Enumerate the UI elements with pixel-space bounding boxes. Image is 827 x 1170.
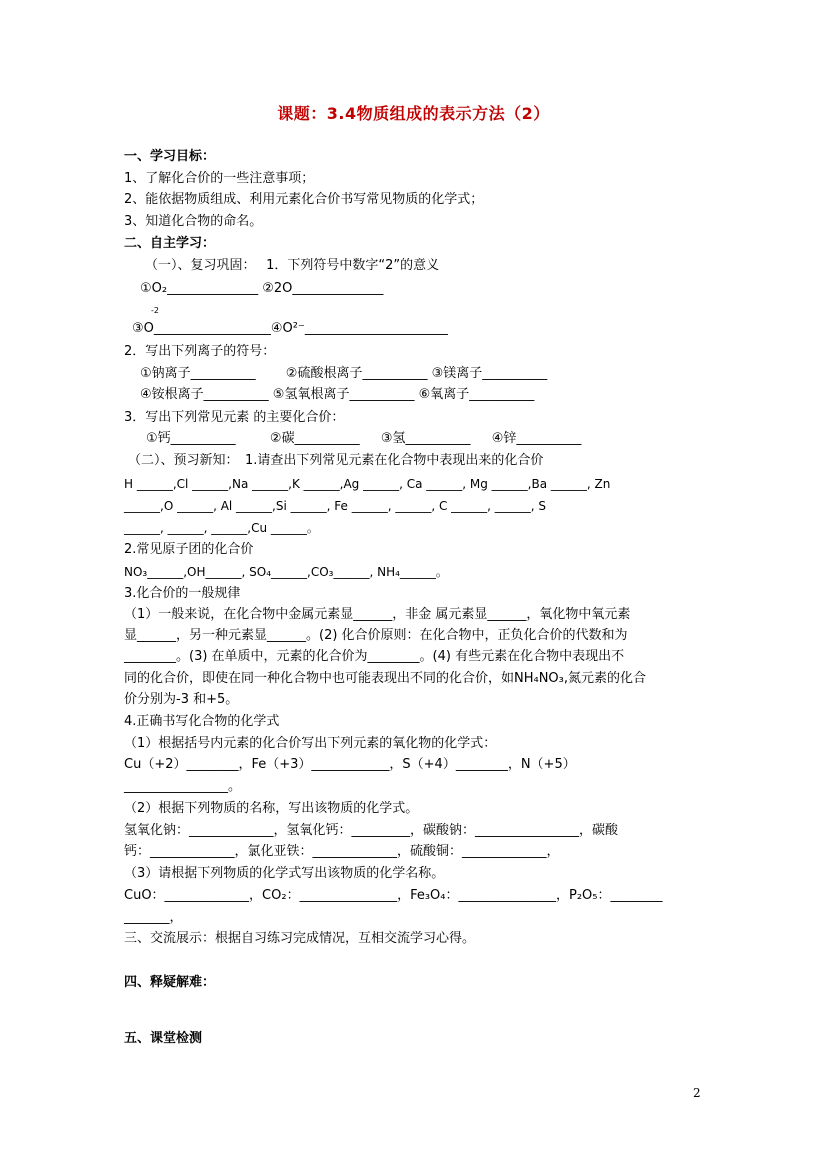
rules-line-4: 同的化合价，即使在同一种化合物中也可能表现出不同的化合价，如NH₄NO₃,氮元素的化合 xyxy=(124,671,647,686)
valence-question: 3．写出下列常见元素 的主要化合价： xyxy=(124,410,345,425)
name-to-formula-line-2: 钙：_____________，氯化亚铁：_____________，硫酸铜：_____________， xyxy=(124,844,560,859)
section-heading-goals: 一、学习目标： xyxy=(124,149,216,164)
goal-line-1: 1、了解化合价的一些注意事项； xyxy=(124,171,315,186)
radical-heading: 2.常见原子团的化合价 xyxy=(124,542,254,557)
review-intro: （一）、复习巩固： 1．下列符号中数字“2”的意义 xyxy=(145,258,440,273)
ion-question: 2．写出下列离子的符号： xyxy=(124,344,276,359)
formula-to-name-question: （3）请根据下列物质的化学式写出该物质的化学名称。 xyxy=(124,866,445,881)
section-heading-self-study: 二、自主学习： xyxy=(124,236,216,251)
ion-line-2: ④铵根离子__________ ⑤氢氧根离子__________ ⑥氧离子__________ xyxy=(140,387,535,402)
review-line-1: ①O₂______________ ②2O______________ xyxy=(140,281,384,296)
goal-line-3: 3、知道化合物的命名。 xyxy=(124,214,263,229)
charge-mark: -2 xyxy=(151,306,159,315)
element-line-1: H ______,Cl ______,Na ______,K ______,Ag ______, Ca ______, Mg ______,Ba ______, Zn xyxy=(124,477,611,491)
name-to-formula-question: （2）根据下列物质的名称，写出该物质的化学式。 xyxy=(124,801,419,816)
formula-to-name-line-2: _______， xyxy=(124,910,183,925)
radical-line: NO₃______,OH______, SO₄______,CO₃______, NH₄______。 xyxy=(124,565,448,579)
review-line-2: ③O__________________④O²⁻______________________ xyxy=(132,321,448,336)
ion-line-1: ①钠离子__________ ②硫酸根离子__________ ③镁离子__________ xyxy=(140,366,548,381)
formula-heading: 4.正确书写化合物的化学式 xyxy=(124,714,280,729)
rules-line-5: 价分别为-3 和+5。 xyxy=(124,692,239,707)
rules-line-2: 显______，另一种元素显______。(2) 化合价原则：在化合物中，正负化合价的代数和为 xyxy=(124,628,628,643)
rules-line-1: （1）一般来说，在化合物中金属元素显______，非金 属元素显______，氧化物中氧元素 xyxy=(124,607,631,622)
rules-heading: 3.化合价的一般规律 xyxy=(124,586,241,601)
oxide-line-1: Cu（+2）________，Fe（+3）____________，S（+4）________，N（+5） xyxy=(124,757,576,772)
section-heading-test: 五、课堂检测 xyxy=(124,1031,203,1046)
oxide-line-2: ________________。 xyxy=(124,779,242,794)
preview-intro: （二）、预习新知： 1.请查出下列常见元素在化合物中表现出来的化合价 xyxy=(128,453,544,468)
name-to-formula-line-1: 氢氧化钠：_____________，氢氧化钙：_________，碳酸钠：________________，碳酸 xyxy=(124,823,619,838)
element-line-3: ______, ______, ______,Cu ______。 xyxy=(124,521,319,535)
goal-line-2: 2、能依据物质组成、利用元素化合价书写常见物质的化学式； xyxy=(124,192,484,207)
valence-line: ①钙__________ ②碳__________ ③氢__________ ④锌__________ xyxy=(146,431,582,446)
page-number: 2 xyxy=(693,1086,701,1100)
formula-to-name-line-1: CuO：_____________，CO₂：_______________，Fe₃O₄：_______________，P₂O₅：________ xyxy=(124,888,663,903)
element-line-2: ______,O ______, Al ______,Si ______, Fe ______, ______, C ______, ______, S xyxy=(124,499,547,513)
rules-line-3: ________。(3) 在单质中，元素的化合价为________。(4) 有些元素在化合物中表现出不 xyxy=(124,649,625,664)
page-title: 课题：3.4物质组成的表示方法（2） xyxy=(277,104,550,123)
section-heading-exchange: 三、交流展示：根据自习练习完成情况，互相交流学习心得。 xyxy=(124,931,476,946)
oxide-question: （1）根据括号内元素的化合价写出下列元素的氧化物的化学式： xyxy=(124,736,497,751)
section-heading-qa: 四、释疑解难： xyxy=(124,975,216,990)
